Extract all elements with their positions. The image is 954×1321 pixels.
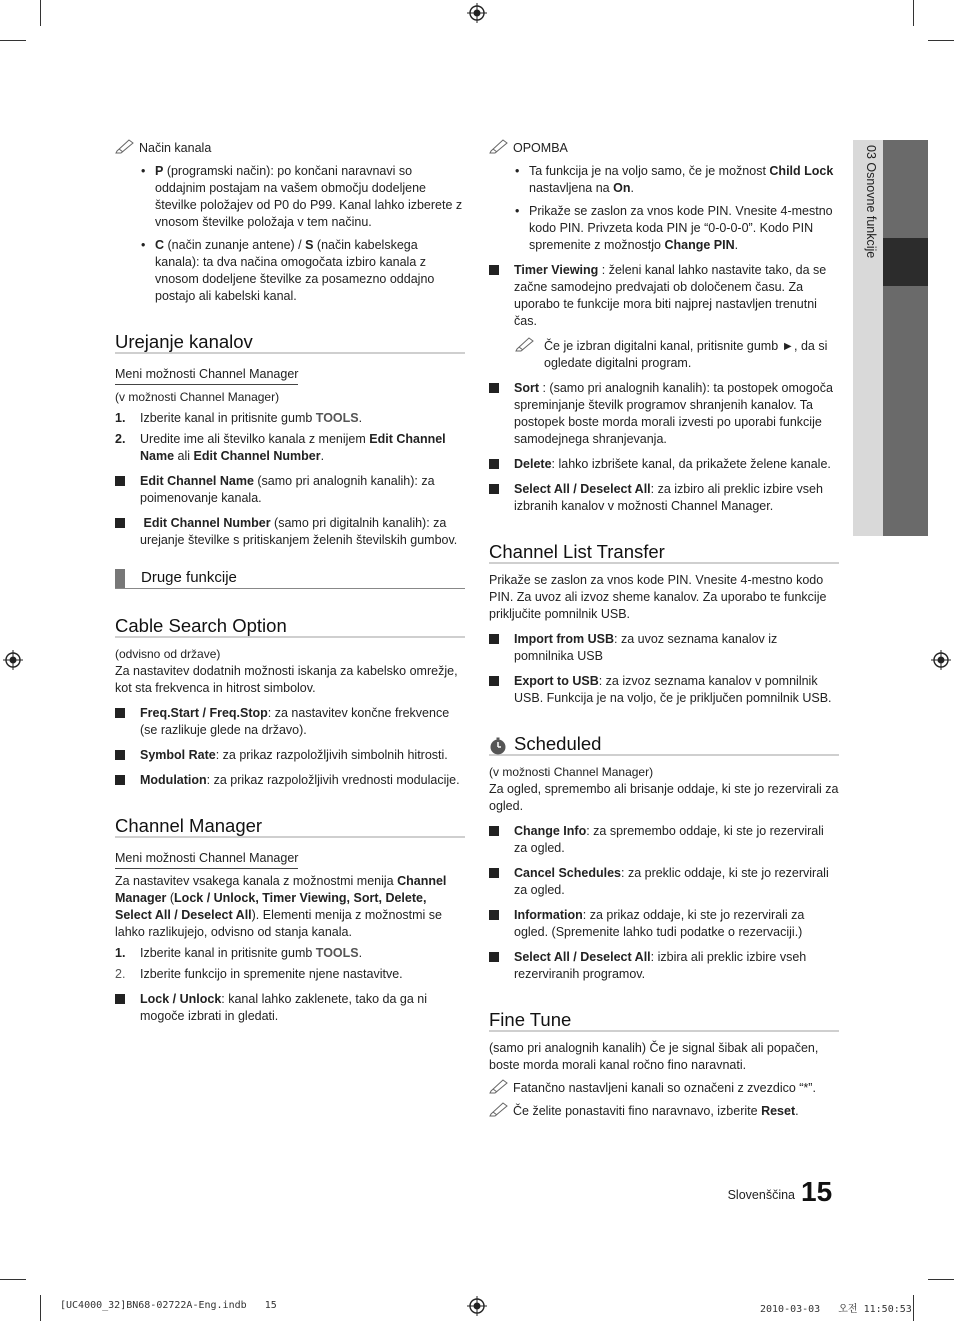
bullet-key: P xyxy=(155,164,164,178)
square-bullet-icon xyxy=(489,826,499,836)
footer-file-info: [UC4000_32]BN68-02722A-Eng.indb 15 xyxy=(60,1300,277,1311)
square-bullet-icon xyxy=(489,383,499,393)
page-number: 15 xyxy=(801,1176,833,1207)
paragraph: Za nastavitev dodatnih možnosti iskanja za kabelsko omrežje, kot sta frekvenca in hitrost simbolov. xyxy=(115,664,458,695)
note-fine-tuned: Fatančno nastavljeni kanali so označeni z zvezdico “*”. xyxy=(489,1080,839,1097)
step-1: 1. Izberite kanal in pritisnite gumb TOOLS. xyxy=(115,946,363,960)
step-1: 1. Izberite kanal in pritisnite gumb TOOLS. xyxy=(115,411,363,425)
sub-note: (v možnosti Channel Manager) xyxy=(489,765,654,779)
heading-druge-funkcije: Druge funkcije xyxy=(115,569,465,589)
bullet-pin: • Prikaže se zaslon za vnos kode PIN. Vnesite 4-mestno kodo PIN. Privzeta koda PIN je “0-0-0-0”. Kodo PIN spremenite z možnostjo Change PIN. xyxy=(515,204,833,252)
bullet-p: • P (programski način): po končani naravnavi so oddajnim postajam na vašem območju dodeljene številke položajev od P0 do P99. Kanal lahko izberete z vnosom številke položaja v tem načinu. xyxy=(141,164,463,229)
note-reset: Če želite ponastaviti fino naravnavo, izberite Reset. xyxy=(489,1103,839,1120)
note-pencil-icon xyxy=(515,336,535,352)
square-bullet-icon xyxy=(489,459,499,469)
sub-note: (odvisno od države) xyxy=(115,647,221,661)
bullet-text: (način zunanje antene) / xyxy=(164,238,306,252)
footer-language: Slovenščina xyxy=(727,1188,795,1202)
item-delete: Delete: lahko izbrišete kanal, da prikažete želene kanale. xyxy=(489,456,839,473)
item-select-all-scheduled: Select All / Deselect All: izbira ali preklic izbire vseh rezerviranih programov. xyxy=(489,949,839,983)
note-nacin-kanala xyxy=(115,140,465,157)
square-bullet-icon xyxy=(115,708,125,718)
crop-mark xyxy=(928,40,954,41)
menu-path: Meni možnosti Channel Manager xyxy=(115,850,298,869)
clock-icon xyxy=(489,737,507,755)
bullet-key: C xyxy=(155,238,165,252)
item-freq: Freq.Start / Freq.Stop: za nastavitev končne frekvence (se razlikuje glede na državo). xyxy=(115,705,465,739)
side-tab-marker xyxy=(883,238,928,286)
note-pencil-icon xyxy=(115,138,135,154)
crop-mark xyxy=(40,0,41,26)
crop-mark xyxy=(913,1295,914,1321)
crop-mark xyxy=(928,1279,954,1280)
bullet-text: (programski način): po končani naravnavi so oddajnim postajam na vašem območju dodeljene številke položajev od P0 do P99. Kanal lahko izberete z vnosom številke položaja v tem načinu. xyxy=(155,164,463,229)
heading-scheduled: Scheduled xyxy=(489,735,839,756)
square-bullet-icon xyxy=(115,476,125,486)
sub-note: (v možnosti Channel Manager) xyxy=(115,390,280,404)
heading-fine-tune: Fine Tune xyxy=(489,1011,839,1032)
step-2: 2. Izberite funkcijo in spremenite njene nastavitve. xyxy=(115,967,403,981)
note-title: OPOMBA xyxy=(513,141,568,155)
heading-cable-search-option: Cable Search Option xyxy=(115,617,465,638)
square-bullet-icon xyxy=(115,750,125,760)
bullet-key: S xyxy=(305,238,314,252)
heading-channel-manager: Channel Manager xyxy=(115,817,465,838)
registration-mark-icon xyxy=(931,650,951,670)
item-change-info: Change Info: za spremembo oddaje, ki ste jo rezervirali za ogled. xyxy=(489,823,839,857)
square-bullet-icon xyxy=(489,634,499,644)
note-digital-channel: Če je izbran digitalni kanal, pritisnite gumb ►, da si ogledate digitalni program. xyxy=(489,338,839,372)
note-pencil-icon xyxy=(489,1078,509,1094)
square-bullet-icon xyxy=(115,775,125,785)
square-bullet-icon xyxy=(489,676,499,686)
note-title: Način kanala xyxy=(139,141,212,155)
square-bullet-icon xyxy=(489,868,499,878)
item-timer-viewing: Timer Viewing : želeni kanal lahko nastavite tako, da se začne samodejno predvajati ob določenem času. Za uporabo te funkcije mora biti najprej nastavljen trenutni čas. xyxy=(489,262,839,330)
crop-mark xyxy=(40,1295,41,1321)
paragraph: Za ogled, spremembo ali brisanje oddaje, ki ste jo rezervirali za ogled. xyxy=(489,782,839,813)
square-bullet-icon xyxy=(115,518,125,528)
note-pencil-icon xyxy=(489,1101,509,1117)
square-bullet-icon xyxy=(489,265,499,275)
note-pencil-icon xyxy=(489,138,509,154)
item-cancel-schedules: Cancel Schedules: za preklic oddaje, ki ste jo rezervirali za ogled. xyxy=(489,865,839,899)
menu-path: Meni možnosti Channel Manager xyxy=(115,366,298,385)
square-bullet-icon xyxy=(489,910,499,920)
registration-mark-icon xyxy=(467,3,487,23)
registration-mark-icon xyxy=(467,1296,487,1316)
item-import-usb: Import from USB: za uvoz seznama kanalov iz pomnilnika USB xyxy=(489,631,839,665)
step-2: 2. Uredite ime ali številko kanala z menijem Edit Channel Name ali Edit Channel Number. xyxy=(115,432,446,463)
right-column xyxy=(489,140,839,1126)
crop-mark xyxy=(913,0,914,26)
note-opomba xyxy=(489,140,839,157)
item-export-usb: Export to USB: za izvoz seznama kanalov v pomnilnik USB. Funkcija je na voljo, če je priključen pomnilnik USB. xyxy=(489,673,839,707)
side-tab-dark xyxy=(883,140,928,536)
side-tab-label: 03 Osnovne funkcije xyxy=(864,145,878,259)
item-symbol-rate: Symbol Rate: za prikaz razpoložljivih simbolnih hitrosti. xyxy=(115,747,465,764)
registration-mark-icon xyxy=(3,650,23,670)
heading-urejanje-kanalov: Urejanje kanalov xyxy=(115,333,465,354)
item-modulation: Modulation: za prikaz razpoložljivih vrednosti modulacije. xyxy=(115,772,465,789)
item-edit-channel-number: Edit Channel Number (samo pri digitalnih kanalih): za urejanje številke s pritiskanjem želenih številskih gumbov. xyxy=(115,515,465,549)
bullet-text: (način kabelskega kanala): ta dva načina omogočata izbiro kanala z vnosom dodeljene številke za posamezno oddajno postajo ali kabelski kanal. xyxy=(155,238,435,303)
paragraph: Za nastavitev vsakega kanala z možnostmi menija Channel Manager (Lock / Unlock, Timer Viewing, Sort, Delete, Select All / Deselect All). Elementi menija z možnostmi se lahko razlikujejo, odvisno od stanja kanala. xyxy=(115,874,447,939)
heading-channel-list-transfer: Channel List Transfer xyxy=(489,543,839,564)
item-information: Information: za prikaz oddaje, ki ste jo rezervirali za ogled. (Spremenite lahko tudi podatke o rezervaciji.) xyxy=(489,907,839,941)
square-bullet-icon xyxy=(489,484,499,494)
item-lock-unlock: Lock / Unlock: kanal lahko zaklenete, tako da ga ni mogoče izbrati in gledati. xyxy=(115,991,465,1025)
bullet-c: • C (način zunanje antene) / S (način kabelskega kanala): ta dva načina omogočata izbiro kanala z vnosom dodeljene številke za posamezno oddajno postajo ali kabelski kanal. xyxy=(141,238,435,303)
crop-mark xyxy=(0,1279,26,1280)
item-sort: Sort : (samo pri analognih kanalih): ta postopek omogoča spreminjanje številk programov shranjenih kanalov. Ta postopek boste morda morali izvesti po uporabi funkcije samodejnega shranjevanja. xyxy=(489,380,839,448)
item-edit-channel-name: Edit Channel Name (samo pri analognih kanalih): za poimenovanje kanala. xyxy=(115,473,465,507)
left-column xyxy=(115,140,465,1033)
bullet-child-lock: • Ta funkcija je na voljo samo, če je možnost Child Lock nastavljena na On. xyxy=(515,164,834,195)
crop-mark xyxy=(0,40,26,41)
item-select-all: Select All / Deselect All: za izbiro ali preklic izbire vseh izbranih kanalov v možnosti Channel Manager. xyxy=(489,481,839,515)
square-bullet-icon xyxy=(115,994,125,1004)
paragraph: (samo pri analognih kanalih) Če je signal šibak ali popačen, boste morda morali kanal ročno fino naravnati. xyxy=(489,1041,819,1072)
footer-timestamp: 2010-03-03 오전 11:50:53 xyxy=(760,1304,912,1315)
paragraph: Prikaže se zaslon za vnos kode PIN. Vnesite 4-mestno kodo PIN. Za uvoz ali izvoz sheme kanalov. Za uporabo te funkcije priključite pomnilnik USB. xyxy=(489,573,827,621)
square-bullet-icon xyxy=(489,952,499,962)
